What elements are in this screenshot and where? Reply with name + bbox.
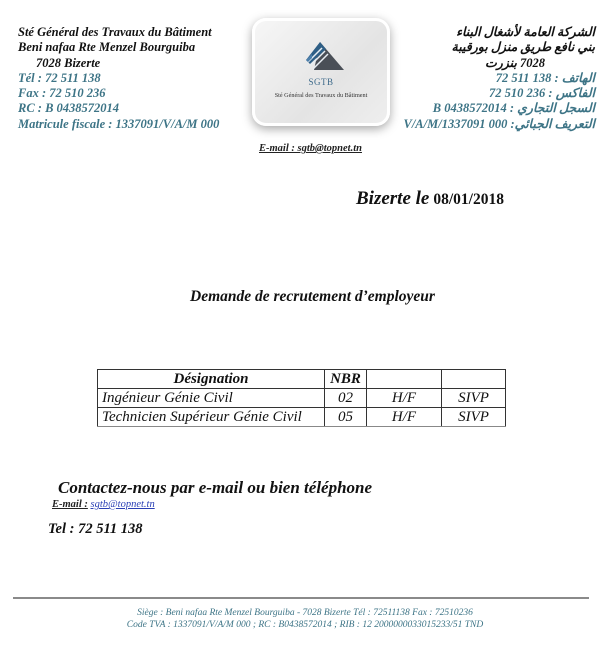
header-sexe xyxy=(367,370,442,389)
company-matricule-ar: التعريف الجبائي: 000 1337091/V/A/M xyxy=(403,116,595,131)
company-logo xyxy=(252,18,390,126)
contact-email-label: E-mail : xyxy=(52,499,88,510)
company-rc-ar: السجل التجاري : B 0438572014 xyxy=(432,101,595,116)
cell-contrat: SIVP xyxy=(442,389,506,408)
company-name: Sté Général des Travaux du Bâtiment xyxy=(18,25,212,39)
building-roof-icon xyxy=(304,40,344,72)
contact-heading: Contactez-nous par e-mail ou bien téléphone xyxy=(58,478,373,497)
cell-sexe: H/F xyxy=(367,408,442,427)
company-rc: RC : B 0438572014 xyxy=(18,101,120,116)
header-email[interactable]: E-mail : sgtb@topnet.tn xyxy=(259,143,362,154)
header-contrat xyxy=(442,370,506,389)
table-header-row xyxy=(98,370,506,389)
contact-email-link[interactable]: sgtb@topnet.tn xyxy=(90,499,155,510)
cell-nbr: 02 xyxy=(325,389,367,408)
company-tel-ar: الهاتف : 138 511 72 xyxy=(495,70,595,85)
company-fax: Fax : 72 510 236 xyxy=(18,86,106,101)
recruitment-table xyxy=(97,369,506,427)
company-address-ar: بني نافع طريق منزل بورقيبة xyxy=(451,40,595,55)
company-name-ar: الشركة العامة لأشغال البناء xyxy=(456,25,595,39)
dateline xyxy=(356,188,504,210)
footer xyxy=(0,607,610,631)
company-city-ar: 7028 بنزرت xyxy=(484,55,546,70)
document-subject: Demande de recrutement d’employeur xyxy=(190,288,435,305)
table-row xyxy=(98,408,506,427)
header-left xyxy=(18,25,219,132)
logo-name: SGTB xyxy=(308,77,334,87)
dateline-date: 08/01/2018 xyxy=(433,191,504,208)
table-row xyxy=(98,389,506,408)
footer-line-2: Code TVA : 1337091/V/A/M 000 ; RC : B0438572014 ; RIB : 12 2000000033015233/51 TND xyxy=(126,620,484,630)
footer-divider xyxy=(13,597,589,599)
logo-subtitle: Sté Général des Travaux du Bâtiment xyxy=(274,92,368,99)
cell-sexe: H/F xyxy=(367,389,442,408)
dateline-place: Bizerte le xyxy=(356,188,430,209)
footer-line-1: Siège : Beni nafaa Rte Menzel Bourguiba - 7028 Bizerte Tél : 72511138 Fax : 72510236 xyxy=(137,608,473,618)
header-designation: Désignation xyxy=(98,370,325,389)
company-address: Beni nafaa Rte Menzel Bourguiba xyxy=(18,40,196,55)
cell-nbr: 05 xyxy=(325,408,367,427)
company-matricule: Matricule fiscale : 1337091/V/A/M 000 xyxy=(18,116,220,131)
cell-designation: Technicien Supérieur Génie Civil xyxy=(98,408,325,427)
contact-email xyxy=(52,499,155,510)
cell-designation: Ingénieur Génie Civil xyxy=(98,389,325,408)
company-city: 7028 Bizerte xyxy=(36,55,101,70)
cell-contrat: SIVP xyxy=(442,408,506,427)
contact-tel: Tel : 72 511 138 xyxy=(48,521,143,537)
header-right xyxy=(395,25,595,132)
company-tel: Tél : 72 511 138 xyxy=(18,70,101,85)
header-nbr: NBR xyxy=(325,370,367,389)
company-fax-ar: الفاكس : 236 510 72 xyxy=(489,86,595,101)
